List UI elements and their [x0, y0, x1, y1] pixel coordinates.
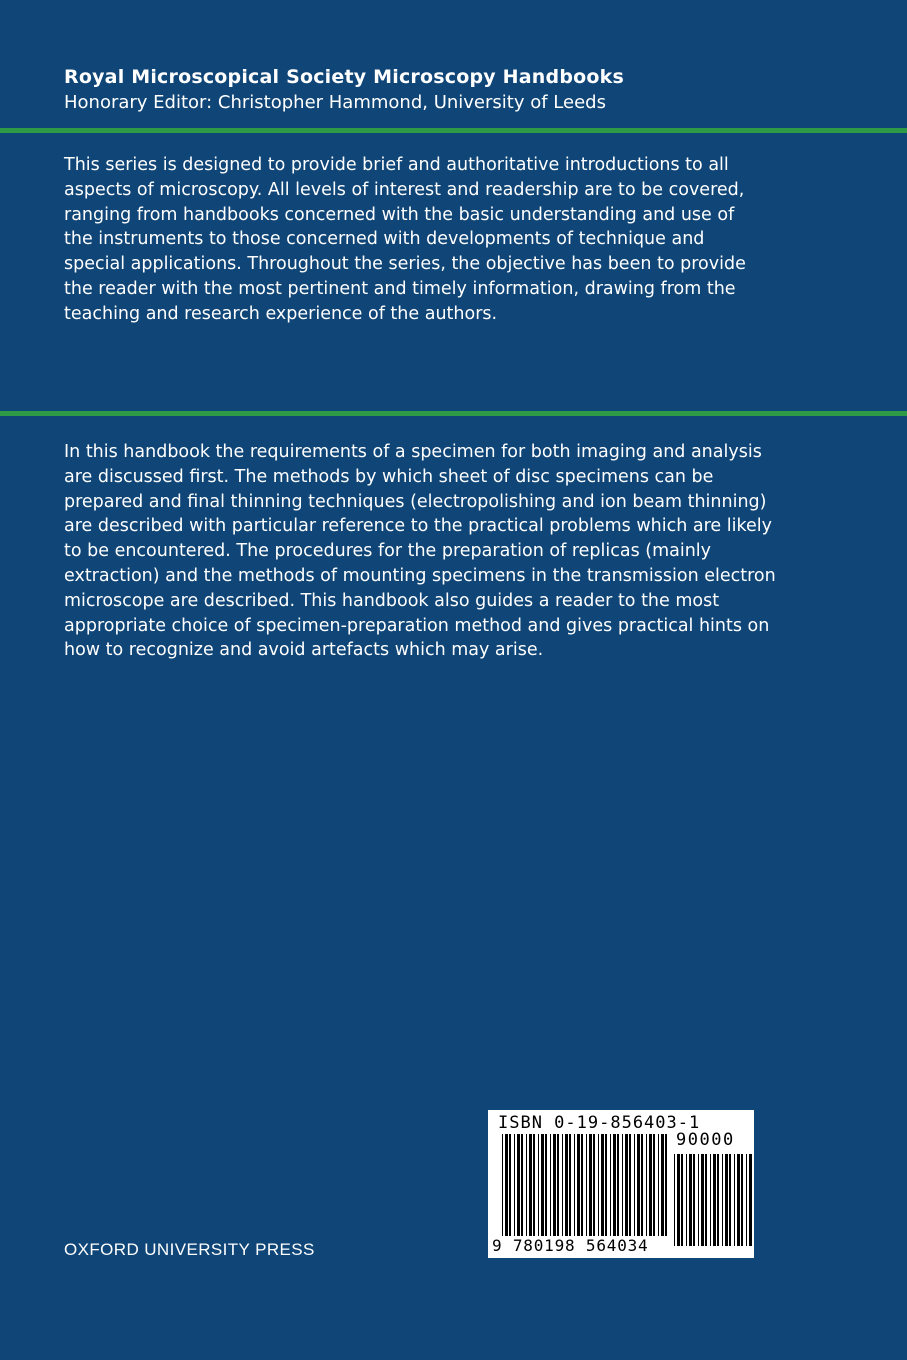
handbook-description: In this handbook the requirements of a specimen for both imaging and analysis are discussed first. The methods by which sheet of disc specimens can be prepared and final thinning techniques (electropolishing and ion beam thinning) are described with particular reference to the practical problems which are likely to be encountered. The procedures for the preparation of replicas (mainly extraction) and the methods of mounting specimens in the transmission electron microscope are described. This handbook also guides a reader to the most appropriate choice of specimen-preparation method and gives practical hints on how to recognize and avoid artefacts which may arise.: [64, 442, 776, 661]
isbn-text: ISBN 0-19-856403-1: [498, 1113, 701, 1133]
publisher-name: OXFORD UNIVERSITY PRESS: [64, 1240, 315, 1259]
series-title: Royal Microscopical Society Microscopy Handbooks: [64, 66, 624, 88]
honorary-editor: Honorary Editor: Christopher Hammond, University of Leeds: [64, 92, 606, 113]
series-description: This series is designed to provide brief and authoritative introductions to all aspects of microscopy. All levels of interest and readership are to be covered, ranging from handbooks concerned with the basic understanding and use of the instruments to those concerned with developments of technique and special applications. Throughout the series, the objective has been to provide the reader with the most pertinent and timely information, drawing from the teaching and research experience of the authors.: [64, 155, 746, 324]
divider-top: [0, 128, 907, 133]
barcode-box: [488, 1110, 754, 1258]
ean-digits: 9 780198 564034: [492, 1236, 649, 1255]
divider-middle: [0, 411, 907, 416]
addon-code: 90000: [676, 1130, 735, 1150]
